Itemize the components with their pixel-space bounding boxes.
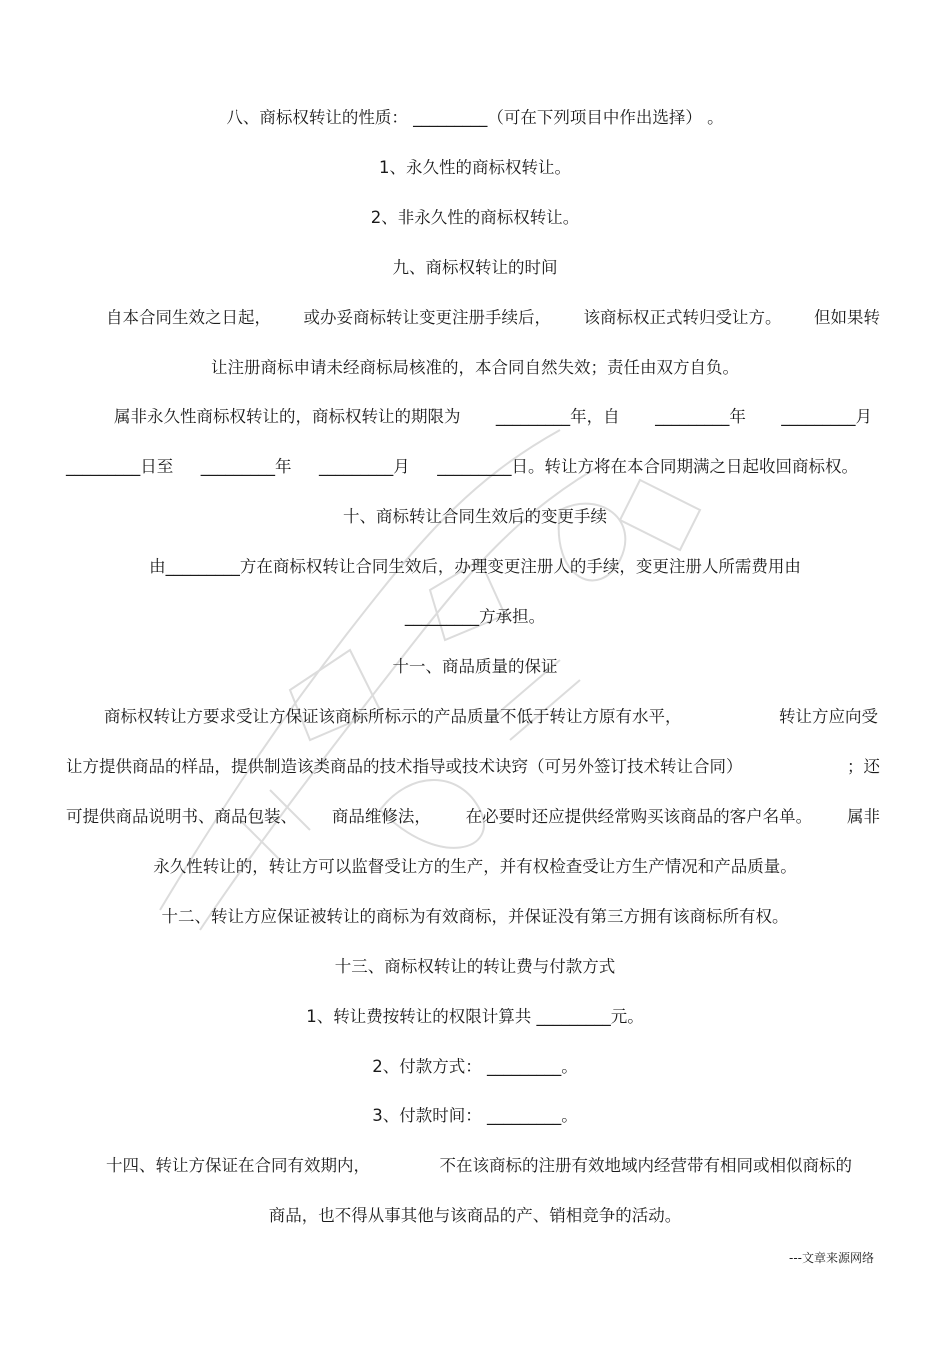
text-run: _________日。转让方将在本合同期满之日起收回商标权。 — [437, 457, 858, 476]
text-run: 九、商标权转让的时间 — [392, 258, 558, 277]
text-run: _________年，自 — [495, 407, 620, 426]
text-run: 十、商标转让合同生效后的变更手续 — [343, 507, 607, 526]
section-11-heading — [0, 656, 950, 678]
paragraph-line — [0, 556, 950, 578]
text-run: 在必要时还应提供经常购买该商品的客户名单。 — [465, 807, 813, 826]
section-10-heading — [0, 506, 950, 528]
paragraph-line — [66, 806, 880, 828]
text-run: 可提供商品说明书、商品包装、 — [66, 807, 297, 826]
text-run: _________年 — [655, 407, 746, 426]
section-13-heading — [0, 956, 950, 978]
section-8-heading — [0, 107, 950, 129]
text-run: 十二、转让方应保证被转让的商标为有效商标，并保证没有第三方拥有该商标所有权。 — [161, 907, 789, 926]
text-run: 该商标权正式转归受让方。 — [583, 308, 782, 327]
paragraph-line — [0, 856, 950, 878]
text-run: 自本合同生效之日起， — [106, 308, 271, 327]
text-run: 属非永久性商标权转让的，商标权转让的期限为 — [114, 407, 461, 426]
text-run: _________日至 — [66, 457, 174, 476]
text-run: 十三、商标权转让的转让费与付款方式 — [334, 957, 616, 976]
text-run: 3、付款时间： _________。 — [372, 1106, 578, 1125]
paragraph-line — [0, 1205, 950, 1227]
text-run: 1、转让费按转让的权限计算共 _________元。 — [306, 1007, 644, 1026]
section-12-heading — [0, 906, 950, 928]
paragraph-line — [104, 706, 878, 728]
text-run: 十一、商品质量的保证 — [392, 657, 558, 676]
text-run: 让注册商标申请未经商标局核准的，本合同自然失效；责任由双方自负。 — [211, 358, 739, 377]
paragraph-line — [114, 406, 872, 428]
option-2 — [0, 207, 950, 229]
payment-item-2 — [0, 1056, 950, 1078]
paragraph-line — [0, 606, 950, 628]
paragraph-line — [106, 307, 880, 329]
text-run: 让方提供商品的样品，提供制造该类商品的技术指导或技术诀窍（可另外签订技术转让合同） — [66, 757, 743, 776]
paragraph-line — [66, 456, 858, 478]
text-run: 商品维修法， — [331, 807, 431, 826]
text-run: 商标权转让方要求受让方保证该商标所标示的产品质量不低于转让方原有水平， — [104, 707, 682, 726]
text-run: 属非 — [846, 807, 880, 826]
section-9-heading — [0, 257, 950, 279]
text-run: 转让方应向受 — [779, 707, 878, 726]
text-run: 十四、转让方保证在合同有效期内， — [106, 1156, 370, 1175]
text-run: 八、商标权转让的性质： _________（可在下列项目中作出选择） 。 — [226, 108, 724, 127]
text-run: 2、非永久性的商标权转让。 — [370, 208, 580, 227]
text-run: 不在该商标的注册有效地域内经营带有相同或相似商标的 — [439, 1156, 852, 1175]
paragraph-line — [0, 357, 950, 379]
text-run: _________月 — [781, 407, 872, 426]
paragraph-line — [66, 756, 880, 778]
text-run: ；还 — [847, 757, 880, 776]
text-run: _________月 — [319, 457, 410, 476]
text-run: 商品，也不得从事其他与该商品的产、销相竞争的活动。 — [268, 1206, 682, 1225]
text-run: 2、付款方式： _________。 — [372, 1057, 578, 1076]
text-run: 但如果转 — [814, 308, 880, 327]
payment-item-1 — [0, 1006, 950, 1028]
text-run: 或办妥商标转让变更注册手续后， — [303, 308, 551, 327]
text-run: _________年 — [200, 457, 292, 476]
text-run: 永久性转让的，转让方可以监督受让方的生产，并有权检查受让方生产情况和产品质量。 — [153, 857, 797, 876]
text-run: 1、永久性的商标权转让。 — [379, 158, 571, 177]
section-14-heading — [106, 1155, 852, 1177]
payment-item-3 — [0, 1105, 950, 1127]
text-run: _________方承担。 — [404, 607, 546, 626]
text-run: 由_________方在商标权转让合同生效后，办理变更注册人的手续，变更注册人所需费用由 — [149, 557, 801, 576]
option-1 — [0, 157, 950, 179]
source-footer: ---文章来源网络 — [789, 1251, 874, 1265]
